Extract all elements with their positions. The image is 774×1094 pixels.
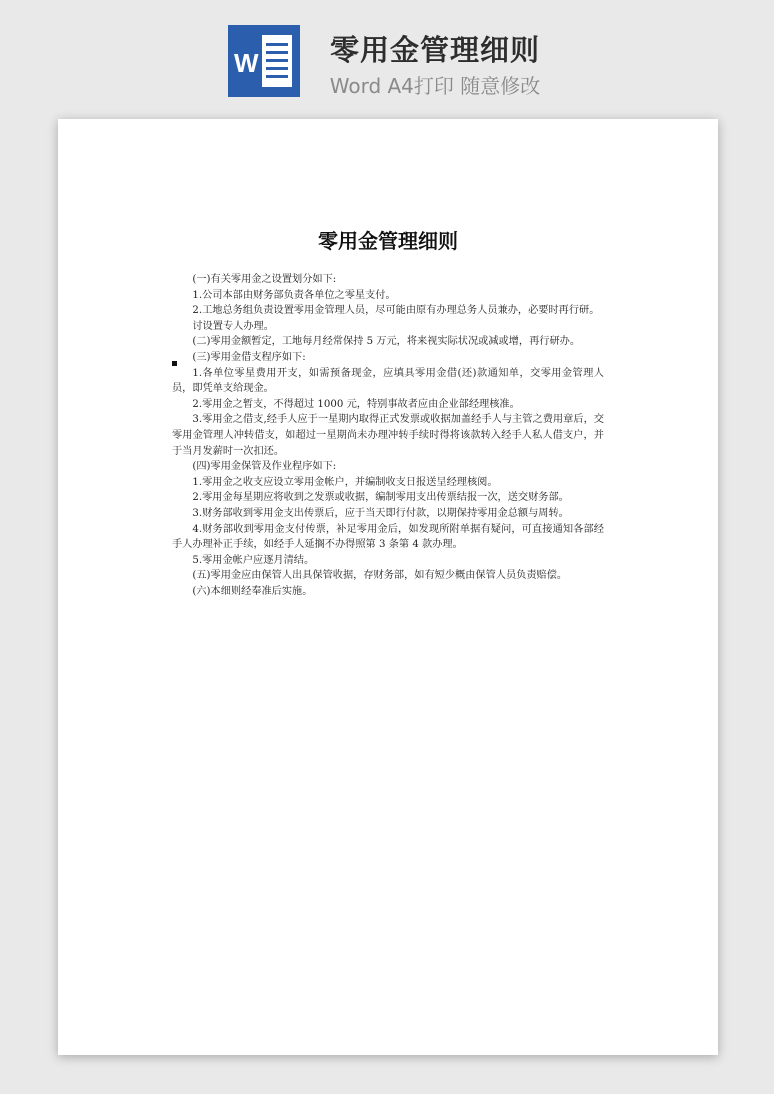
- word-icon-letter: W: [234, 48, 259, 78]
- paragraph: 4.财务部收到零用金支付传票，补足零用金后，如发现所附单据有疑问，可直接通知各部经手人办理补正手续，如经手人延搁不办得照第 3 条第 4 款办理。: [172, 523, 604, 551]
- document-title: 零用金管理细则: [318, 229, 458, 253]
- paragraph: (一)有关零用金之设置划分如下:: [192, 274, 337, 285]
- paragraph: 1.零用金之收支应设立零用金帐户，并编制收支日报送呈经理核阅。: [192, 476, 498, 488]
- paragraph: 5.零用金帐户应逐月清结。: [192, 554, 315, 566]
- document-body: [172, 272, 604, 599]
- paragraph: (六)本细则经奉准后实施。: [192, 585, 313, 597]
- paragraph: 1.各单位零星费用开支，如需预备现金，应填具零用金借(还)款通知单，交零用金管理人员，即凭单支给现金。: [172, 367, 604, 395]
- header-banner: [0, 0, 774, 110]
- paragraph: 2.零用金之暂支，不得超过 1000 元，特别事故者应由企业部经理核准。: [192, 398, 520, 410]
- paragraph: (二)零用金额暂定，工地每月经常保持 5 万元，将来视实际状况或减或增，再行研办。: [192, 336, 581, 348]
- banner-subtitle: Word A4打印 随意修改: [329, 74, 541, 98]
- paragraph: 3.财务部收到零用金支出传票后，应于当天即行付款，以期保持零用金总额与周转。: [192, 507, 569, 519]
- paragraph: (三)零用金借支程序如下:: [192, 351, 306, 363]
- paragraph: 3.零用金之借支,经手人应于一星期内取得正式发票或收据加盖经手人与主管之费用章后，交零用金管理人冲转借支，如超过一星期尚未办理冲转手续时得将该款转入经手人私人借支户，并于当月发薪时一次扣还。: [172, 414, 604, 457]
- paragraph: 2.工地总务组负责设置零用金管理人员，尽可能由原有办理总务人员兼办，必要时再行研。: [192, 305, 600, 317]
- banner-title: 零用金管理细则: [329, 33, 540, 67]
- paragraph: (五)零用金应由保管人出具保管收据，存财务部，如有短少概由保管人员负责赔偿。: [192, 570, 568, 582]
- word-document-icon: [228, 25, 300, 97]
- paragraph: 讨设置专人办理。: [192, 320, 274, 332]
- paragraph: 1.公司本部由财务部负责各单位之零星支付。: [192, 289, 396, 301]
- paragraph: 2.零用金每星期应将收到之发票或收据，编制零用支出传票结报一次，送交财务部。: [192, 492, 569, 504]
- paragraph: (四)零用金保管及作业程序如下:: [192, 461, 337, 473]
- document-page: [58, 119, 718, 1055]
